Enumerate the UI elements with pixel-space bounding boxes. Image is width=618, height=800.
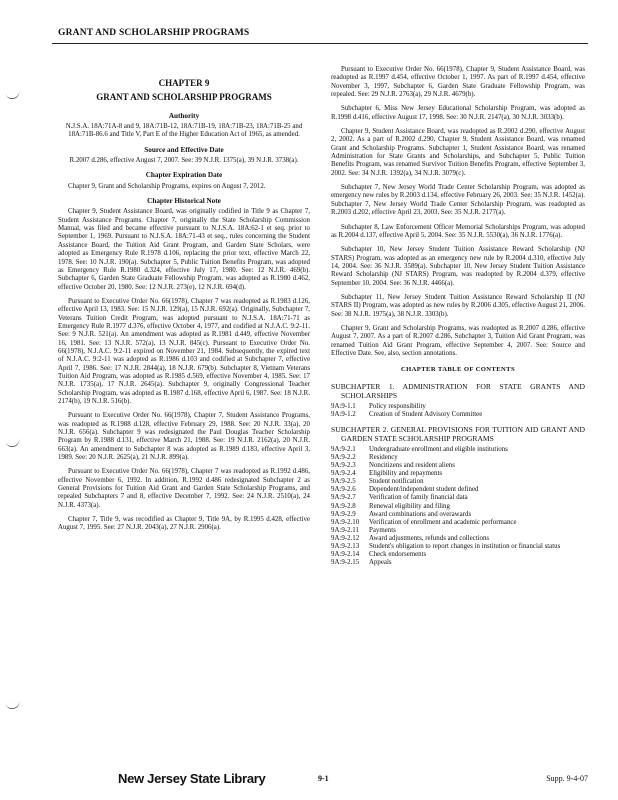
toc-section-number: 9A:9-2.12 <box>331 534 360 542</box>
toc-section-number: 9A:9-2.5 <box>331 478 356 486</box>
toc-section-number: 9A:9-2.14 <box>331 551 360 559</box>
toc-section-title: Payments <box>369 526 396 534</box>
expiration-text: Chapter 9, Grant and Scholarship Programs, expires on August 7, 2012. <box>68 182 266 190</box>
history-paragraph: Pursuant to Executive Order No. 66(1978), Chapter 7 was readopted as R.1983 d.126, effective April 13, 1983. See: 15 N.J.R. 129(a), 15 N.J.R. 692(a). Originally, Subchapter 7, Veterans Tuition Credit Program, was adopted pursuant to N.J.S.A. 18A:71-71 as Emergency Rule R.1977 d.376, effective October 4, 1977, and codified at N.J.A.C. 9:2-11. See: 9 N.J.R. 521(a). An amendment was adopted as R.1981 d.449, effective November 16, 1981. See: 13 N.J.R. 572(a), 13 N.J.R. 845(c). Pursuant to Executive Order No. 66(1978), N.J.A.C. 9:2-11 expired on November 21, 1984. Subsequently, the expired text of N.J.A.C. 9:2-11 was adopted as R.1986 d.103 and codified at Subchapter 7, effective April 7, 1986. See: 17 N.J.R. 2844(a), 18 N.J.R. 679(b). Subchapter 8, Vietnam Veterans Tuition Aid Program, was adopted as R.1985 d.569, effective November 4, 1985. See: 17 N.J.R. 1735(a), 17 N.J.R. 2645(a). Subchapter 9, originally Congressional Teacher Scholarship Program, was adopted as R.1987 d.168, effective April 6, 1987. See: 18 N.J.R. 2174(b), 19 N.J.R. 516(b). <box>58 297 310 405</box>
history-paragraph: Chapter 9, Student Assistance Board, was originally codified in Title 9 as Chapter 7, Student Assistance Programs. Chapter 7, originally the State Scholarship Commission Manual, was filed and became effective pursuant to N.J.S.A. 18A:62-1 et seq. prior to September 1, 1969. Pursuant to N.J.S.A. 18A:71-43 et seq., rules concerning the Student Assistance Board, the Tuition Aid Grant Program, and Garden State Scholars, were adopted as Emergency Rule R.1978 d.106, replacing the prior text, effective March 22, 1978. See: 10 N.J.R. 190(a). Subchapter 5, Public Tuition Benefits Program, was adopted as Emergency Rule R.1980 d.324, effective July 17, 1980. See: 12 N.J.R. 469(b). Subchapter 6, Garden State Graduate Fellowship Program, was adopted as R.1980 d.462, effective October 20, 1980. See: 12 N.J.R. 273(e), 12 N.J.R. 694(d). <box>58 208 310 291</box>
toc-section-title: Dependent/independent student defined <box>369 486 479 494</box>
toc-entry[interactable] <box>331 454 585 462</box>
chapter-title: GRANT AND SCHOLARSHIP PROGRAMS <box>96 92 272 103</box>
toc-entry[interactable] <box>331 503 585 511</box>
toc-entry[interactable] <box>331 411 585 419</box>
header-rule <box>52 43 588 44</box>
toc-section-title: Verification of enrollment and academic performance <box>369 518 517 526</box>
margin-mark <box>5 701 20 711</box>
toc-heading: CHAPTER TABLE OF CONTENTS <box>400 366 516 374</box>
toc-section-title: Check endorsements <box>369 551 427 559</box>
history-paragraph: Pursuant to Executive Order No. 66(1978), Chapter 9, Student Assistance Board, was readopted as R.1997 d.454, effective October 1, 1997. As part of R.1997 d.454, effective November 3, 1997, Subchapter 6, Garden State Graduate Fellowship Program, was repealed. See: 29 N.J.R. 2763(a), 29 N.J.R. 4679(b). <box>331 66 585 99</box>
toc-section-title: Policy responsibility <box>369 402 426 410</box>
page-number: 9-1 <box>318 774 329 783</box>
toc-entry[interactable] <box>331 535 585 543</box>
toc-section-number: 9A:9-2.13 <box>331 542 360 550</box>
margin-mark <box>5 91 20 101</box>
toc-section-title: Student's obligation to report changes in institution or financial status <box>369 542 561 550</box>
margin-mark <box>5 439 20 449</box>
toc-entry[interactable] <box>331 559 585 567</box>
toc-section-title: Verification of family financial data <box>369 494 468 502</box>
toc-section-title: Eligibility and repayments <box>369 470 443 478</box>
toc-section-title: Residency <box>369 453 398 461</box>
chapter-number: CHAPTER 9 <box>158 78 210 88</box>
history-paragraph: Subchapter 10, New Jersey Student Tuition Assistance Reward Scholarship (NJ STARS) Program, was adopted as an emergency new rule by R.2004 d.310, effective July 14, 2004. See: 36 N.J.R. 3589(a). Subchapter 10, New Jersey Student Tuition Assistance Reward Scholarship (NJ STARS) Program, was readopted by R.2004 d.379, effective September 10, 2004. See: 36 N.J.R. 4466(a). <box>331 246 585 287</box>
toc-section-number: 9A:9-1.2 <box>331 410 356 418</box>
history-paragraph: Pursuant to Executive Order No. 66(1978), Chapter 7 was readopted as R.1992 d.486, effective November 6, 1992. In addition, R.1992 d.486 redesignated Subchapter 2 as General Provisions for Tuition Aid Grant and Garden State Scholarship Programs, and repealed Subchapters 7 and 8, effective December 7, 1992. See: 24 N.J.R. 2510(a), 24 N.J.R. 4373(a). <box>58 468 310 509</box>
toc-section-list <box>331 403 585 419</box>
toc-section-title: Student notification <box>369 478 424 486</box>
toc-entry[interactable] <box>331 527 585 535</box>
toc-section-number: 9A:9-2.9 <box>331 510 356 518</box>
toc-section-number: 9A:9-2.2 <box>331 453 356 461</box>
toc-section-number: 9A:9-2.15 <box>331 559 360 567</box>
toc-subchapter-title: SUBCHAPTER 2. GENERAL PROVISIONS FOR TUITION AID GRANT AND GARDEN STATE SCHOLARSHIP PROGRAMS <box>331 424 585 443</box>
expiration-heading: Chapter Expiration Date <box>145 171 223 180</box>
toc-entry[interactable] <box>331 470 585 478</box>
history-heading: Chapter Historical Note <box>147 197 221 206</box>
running-head: GRANT AND SCHOLARSHIP PROGRAMS <box>58 28 250 38</box>
toc-entry[interactable] <box>331 494 585 502</box>
supplement-date: Supp. 9-4-07 <box>546 774 588 783</box>
toc-section-number: 9A:9-1.1 <box>331 402 356 410</box>
history-paragraph: Subchapter 6, Miss New Jersey Educational Scholarship Program, was adopted as R.1998 d.416, effective August 17, 1998. See: 30 N.J.R. 2147(a), 30 N.J.R. 3033(b). <box>331 105 585 121</box>
toc-entry[interactable] <box>331 511 585 519</box>
history-paragraph: Pursuant to Executive Order No. 66(1978), Chapter 7, Student Assistance Programs, was readopted as R.1988 d.128, effective February 29, 1988. See: 20 N.J.R. 33(a), 20 N.J.R. 656(a). Subchapter 9 was redesignated the Paul Douglas Teacher Scholarship Program by R.1988 d.131, effective March 21, 1988. See: 19 N.J.R. 2162(a), 20 N.J.R. 663(a). An amendment to Subchapter 8 was adopted as R.1989 d.183, effective April 3, 1989. See: 20 N.J.R. 2625(a), 21 N.J.R. 899(a). <box>58 412 310 462</box>
source-heading: Source and Effective Date <box>144 145 224 154</box>
history-paragraph: Subchapter 11, New Jersey Student Tuition Assistance Reward Scholarship II (NJ STARS II) Program, was adopted as new rules by R.2006 d.305, effective August 21, 2006. See: 38 N.J.R. 1975(a), 38 N.J.R. 3303(b). <box>331 293 585 318</box>
toc-section-title: Creation of Student Advisory Committee <box>369 410 483 418</box>
toc-subchapter-title: SUBCHAPTER 1. ADMINISTRATION FOR STATE GRANTS AND SCHOLARSHIPS <box>331 381 585 400</box>
toc-section-number: 9A:9-2.10 <box>331 518 360 526</box>
history-paragraph: Chapter 9, Grant and Scholarship Programs, was readopted as R.2007 d.286, effective August 7, 2007. As a part of R.2007 d.286, Subchapter 3, Tuition Aid Grant Program, was renamed Tuition Aid Grant Program, effective September 4, 2007. See: Source and Effective Date. See, also, section annotations. <box>331 324 585 357</box>
toc-entry[interactable] <box>331 551 585 559</box>
toc-section-title: Undergraduate enrollment and eligible institutions <box>369 445 508 453</box>
right-column <box>331 66 585 573</box>
toc-section-number: 9A:9-2.4 <box>331 470 356 478</box>
toc-entry[interactable] <box>331 403 585 411</box>
toc-section-number: 9A:9-2.7 <box>331 494 356 502</box>
toc-section-title: Renewal eligibility and filing <box>369 502 450 510</box>
toc-entry[interactable] <box>331 486 585 494</box>
toc-section-number: 9A:9-2.6 <box>331 486 356 494</box>
toc-entry[interactable] <box>331 462 585 470</box>
page-footer <box>58 771 588 787</box>
toc-section-number: 9A:9-2.11 <box>331 526 359 534</box>
toc-entry[interactable] <box>331 543 585 551</box>
source-text: R.2007 d.286, effective August 7, 2007. See: 39 N.J.R. 1375(a), 39 N.J.R. 3738(a). <box>69 157 299 165</box>
history-paragraph: Subchapter 7, New Jersey World Trade Center Scholarship Program, was adopted as emergency new rules by R.2003 d.134, effective February 26, 2003. See: 35 N.J.R. 1452(a). Subchapter 7, New Jersey World Trade Center Scholarship Program, was readopted as R.2003 d.202, effective April 23, 2003. See: 35 N.J.R. 2177(a). <box>331 184 585 217</box>
toc-entry[interactable] <box>331 446 585 454</box>
authority-text: N.J.S.A. 18A:71A-8 and 9, 18A:71B-12, 18A:71B-19, 18A:71B-23, 18A:71B-25 and 18A:71B-86.6 and Title V, Part E of the Higher Education Act of 1965, as amended. <box>65 123 303 139</box>
history-paragraph: Chapter 9, Student Assistance Board, was readopted as R.2002 d.290, effective August 2, 2002. As a part of R.2002 d.290, Chapter 9, Student Assistance Board, was renamed Grant and Scholarship Programs. Subchapter 1, Student Assistance Board, was renamed Administration for State Grants and Scholarships, and Subchapter 5, Public Tuition Benefits Program, was renamed Survivor Tuition Benefits Program, effective September 3, 2002. See: 34 N.J.R. 1392(a), 34 N.J.R. 3079(c). <box>331 128 585 177</box>
toc-section-list <box>331 446 585 567</box>
toc-section-number: 9A:9-2.1 <box>331 445 356 453</box>
toc-section-number: 9A:9-2.8 <box>331 502 356 510</box>
toc-section-title: Award combinations and overawards <box>369 510 472 518</box>
history-paragraph: Chapter 7, Title 9, was recodified as Chapter 9, Title 9A, by R.1995 d.428, effective August 7, 1995. See: 27 N.J.R. 2043(a), 27 N.J.R. 2906(a). <box>58 516 310 532</box>
toc-section-number: 9A:9-2.3 <box>331 462 356 470</box>
authority-heading: Authority <box>168 111 200 120</box>
toc-entry[interactable] <box>331 478 585 486</box>
history-paragraph: Subchapter 8, Law Enforcement Officer Memorial Scholarships Program, was adopted as R.2004 d.137, effective April 5, 2004. See: 35 N.J.R. 5530(a), 36 N.J.R. 1776(a). <box>331 223 585 239</box>
toc-section-title: Noncitizens and resident aliens <box>369 462 455 470</box>
toc-section-title: Appeals <box>369 559 392 567</box>
library-logo: New Jersey State Library <box>118 771 266 786</box>
toc-entry[interactable] <box>331 519 585 527</box>
left-column <box>58 66 310 539</box>
toc-section-title: Award adjustments, refunds and collections <box>369 534 490 542</box>
